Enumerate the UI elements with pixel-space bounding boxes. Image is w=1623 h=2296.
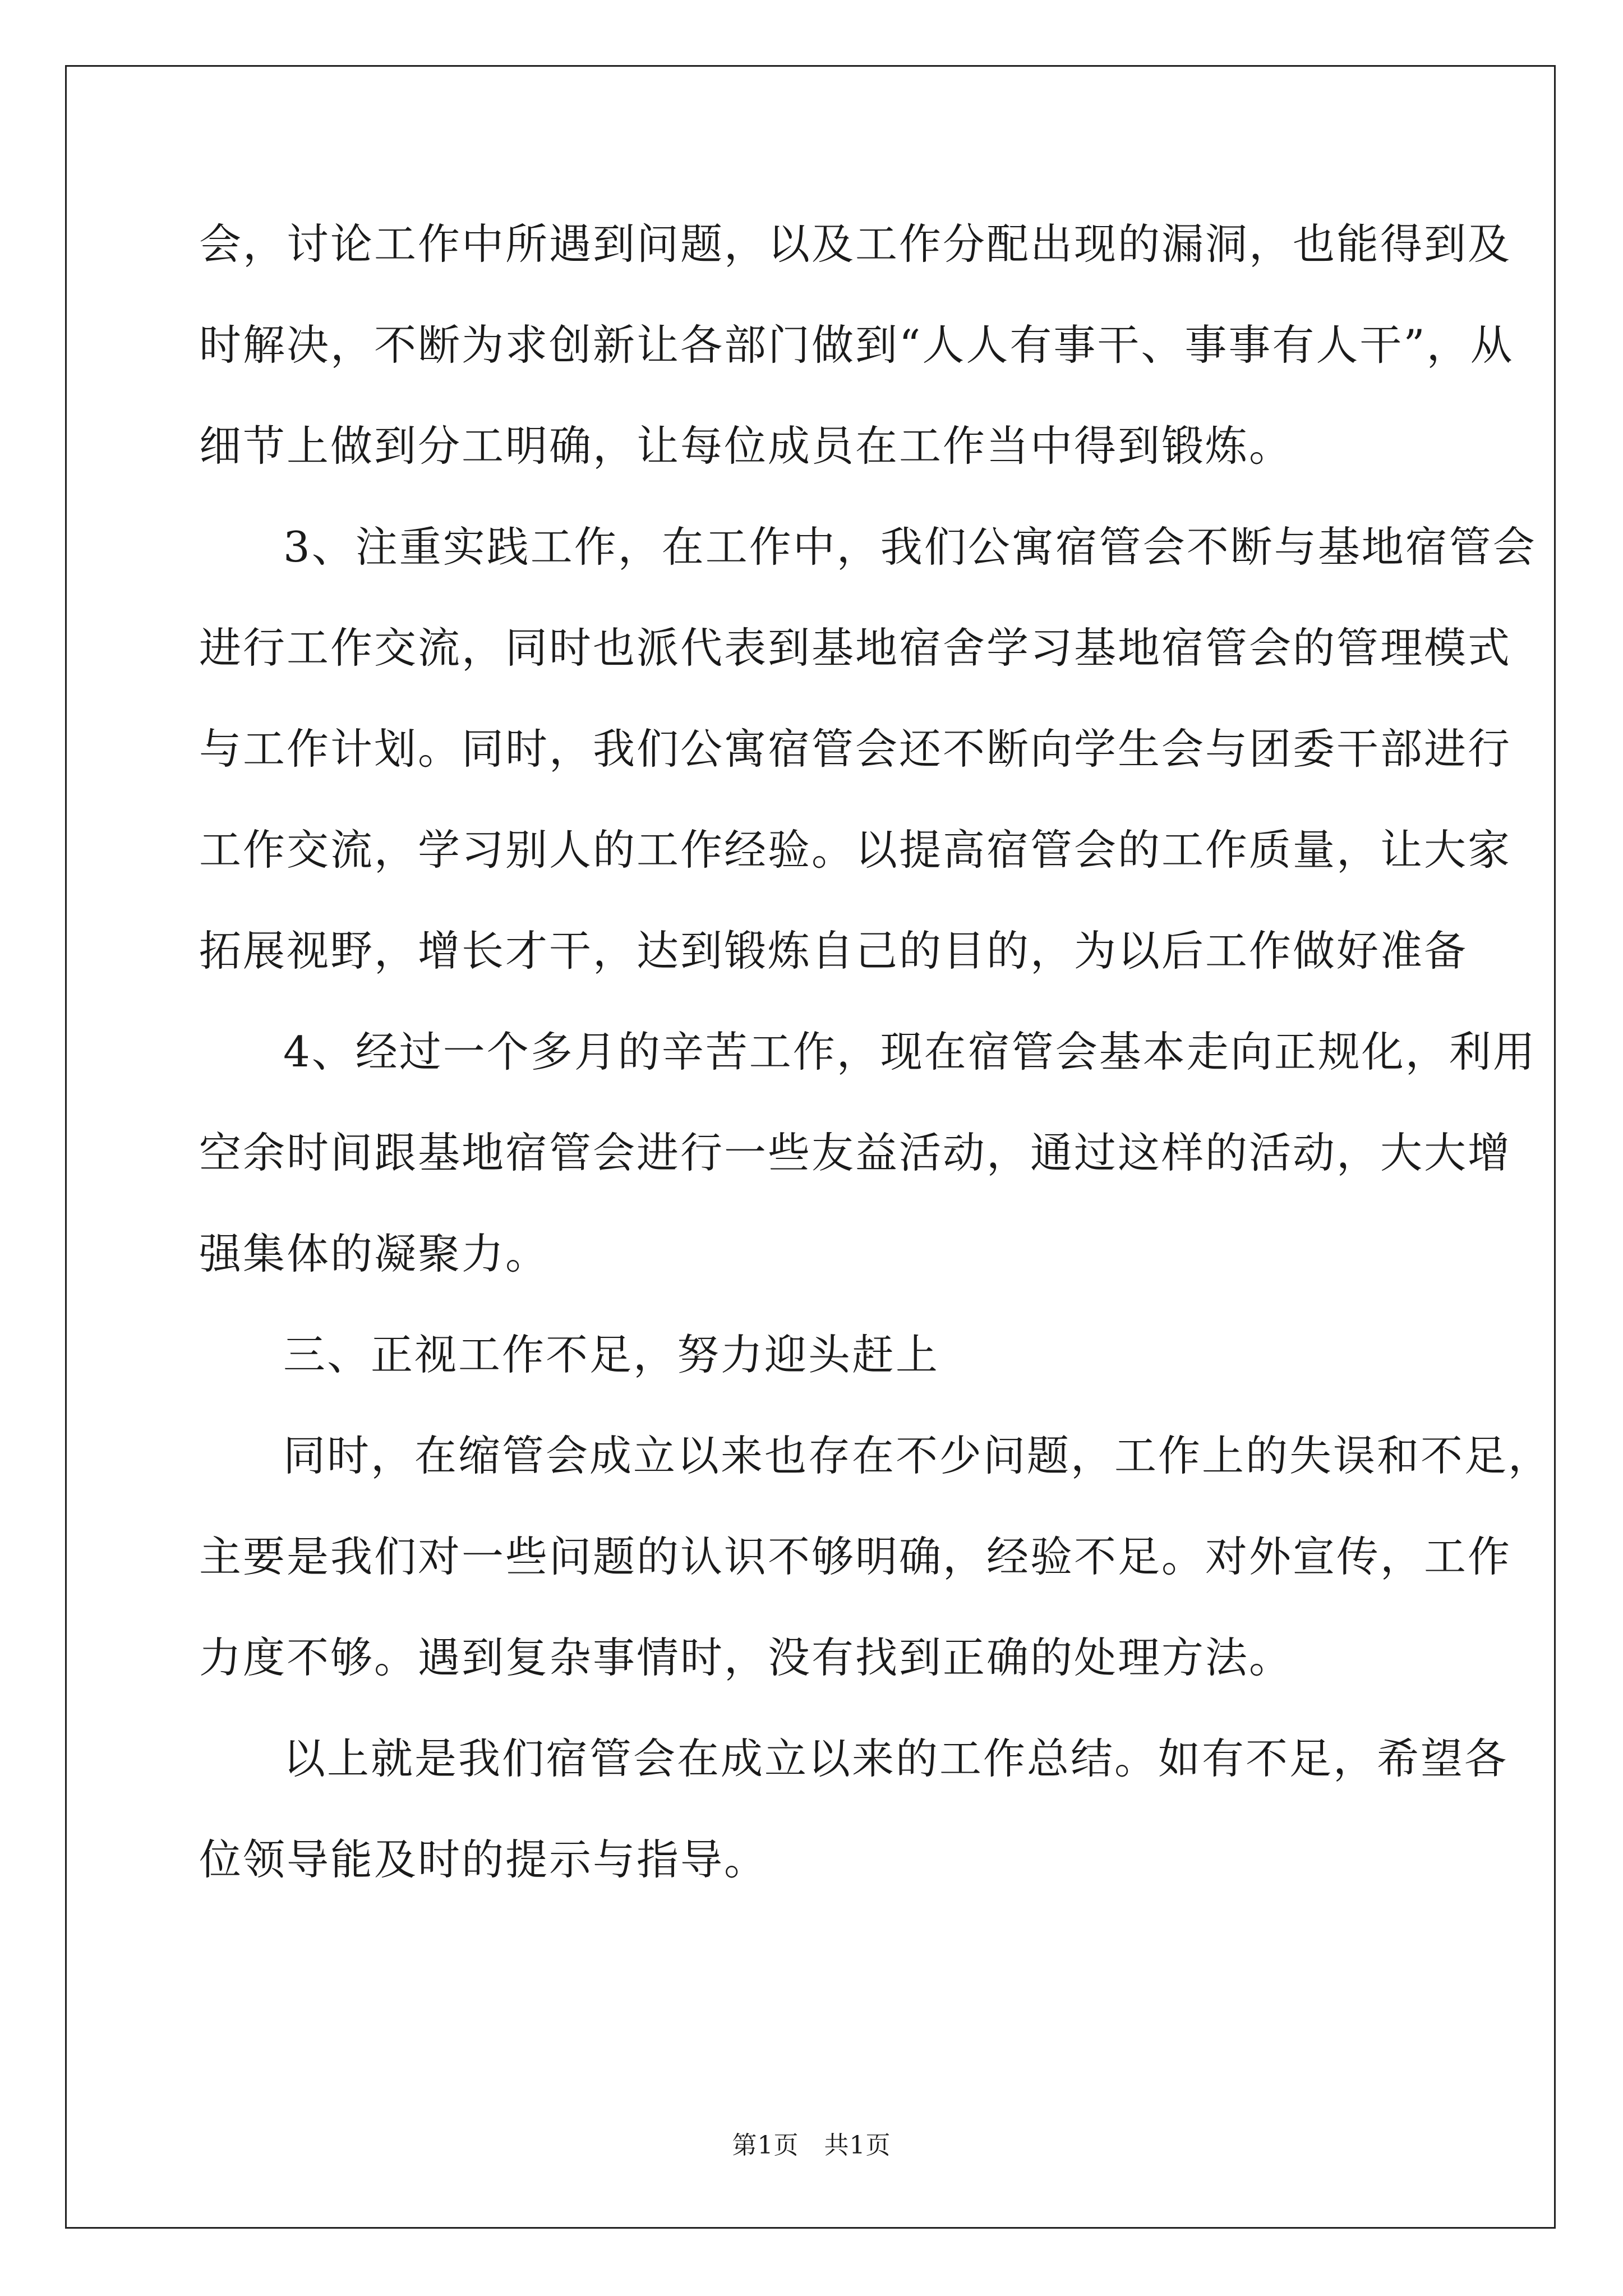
text-line: 强集体的凝聚力。 [199,1229,550,1278]
text-line: 会，讨论工作中所遇到问题，以及工作分配出现的漏洞，也能得到及 [199,219,1512,269]
page-number-footer: 第1页 共1页 [732,2131,891,2160]
text-line: 时解决，不断为求创新让各部门做到“人人有事干、事事有人干”，从 [199,320,1514,370]
text-line: 进行工作交流，同时也派代表到基地宿舍学习基地宿管会的管理模式 [199,623,1512,673]
paragraph-start-line: 3、注重实践工作，在工作中，我们公寓宿管会不断与基地宿管会 [283,522,1537,572]
document-body [199,194,1552,1910]
text-line: 空余时间跟基地宿管会进行一些友益活动，通过这样的活动，大大增 [199,1128,1512,1177]
section-heading: 三、正视工作不足，努力迎头赶上 [283,1330,940,1379]
text-line: 力度不够。遇到复杂事情时，没有找到正确的处理方法。 [199,1633,1293,1682]
text-line: 拓展视野，增长才干，达到锻炼自己的目的，为以后工作做好准备 [199,926,1468,976]
text-line: 主要是我们对一些问题的认识不够明确，经验不足。对外宣传，工作 [199,1532,1512,1581]
paragraph-start-line: 4、经过一个多月的辛苦工作，现在宿管会基本走向正规化，利用 [283,1027,1537,1076]
text-line: 与工作计划。同时，我们公寓宿管会还不断向学生会与团委干部进行 [199,724,1512,774]
text-line: 工作交流，学习别人的工作经验。以提高宿管会的工作质量，让大家 [199,825,1512,875]
paragraph-start-line: 以上就是我们宿管会在成立以来的工作总结。如有不足，希望各 [283,1734,1509,1783]
paragraph-start-line: 同时，在缩管会成立以来也存在不少问题，工作上的失误和不足， [283,1431,1552,1480]
text-line: 细节上做到分工明确，让每位成员在工作当中得到锻炼。 [199,421,1293,471]
text-line: 位领导能及时的提示与指导。 [199,1835,768,1884]
